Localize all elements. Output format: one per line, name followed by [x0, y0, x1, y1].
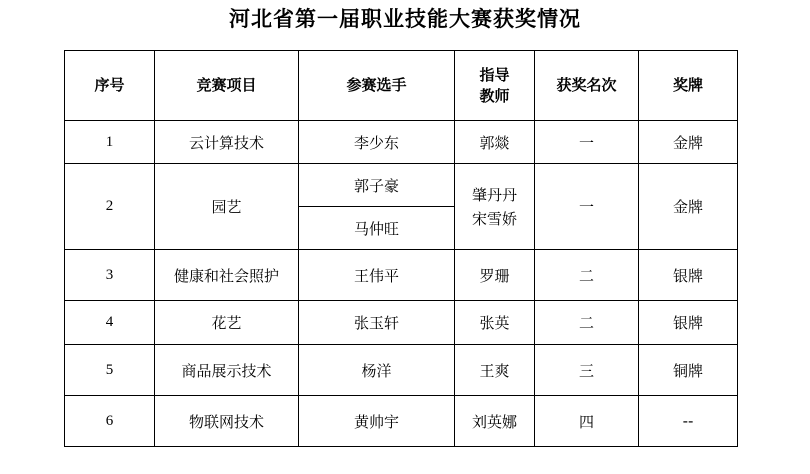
row-event: 花艺	[155, 301, 299, 345]
row-coach: 张英	[455, 301, 535, 345]
row-event: 商品展示技术	[155, 345, 299, 396]
header-coach-label: 指导教师	[479, 65, 510, 105]
row-athlete: 马仲旺	[299, 207, 455, 250]
row-no: 1	[65, 121, 155, 164]
row-athlete: 黄帅宇	[299, 396, 455, 447]
table-row	[65, 396, 738, 447]
header-row	[65, 51, 738, 121]
row-medal: 银牌	[639, 301, 738, 345]
table-row	[65, 301, 738, 345]
header-rank: 获奖名次	[535, 51, 639, 121]
row-rank: 一	[535, 164, 639, 250]
coach-name: 肇丹丹	[471, 185, 517, 204]
row-rank: 二	[535, 301, 639, 345]
row-event: 健康和社会照护	[155, 250, 299, 301]
header-event: 竞赛项目	[155, 51, 299, 121]
row-event: 物联网技术	[155, 396, 299, 447]
row-athlete: 王伟平	[299, 250, 455, 301]
row-event: 园艺	[155, 164, 299, 250]
row-athlete: 杨洋	[299, 345, 455, 396]
table-row	[65, 164, 738, 207]
row-coach: 罗珊	[455, 250, 535, 301]
document-title: 河北省第一届职业技能大赛获奖情况	[229, 6, 581, 31]
row-coach: 郭燚	[455, 121, 535, 164]
row-no: 5	[65, 345, 155, 396]
row-athlete: 郭子豪	[299, 164, 455, 207]
row-event: 云计算技术	[155, 121, 299, 164]
row-rank: 二	[535, 250, 639, 301]
row-rank: 一	[535, 121, 639, 164]
row-medal: 金牌	[639, 164, 738, 250]
row-athlete: 李少东	[299, 121, 455, 164]
row-coach	[455, 164, 535, 250]
row-no: 2	[65, 164, 155, 250]
header-medal: 奖牌	[639, 51, 738, 121]
row-medal: 铜牌	[639, 345, 738, 396]
row-coach: 刘英娜	[455, 396, 535, 447]
row-medal: 银牌	[639, 250, 738, 301]
row-medal: --	[639, 396, 738, 447]
table-row	[65, 345, 738, 396]
row-no: 3	[65, 250, 155, 301]
row-no: 6	[65, 396, 155, 447]
coach-name: 宋雪娇	[471, 209, 517, 228]
table-row	[65, 121, 738, 164]
row-medal: 金牌	[639, 121, 738, 164]
row-no: 4	[65, 301, 155, 345]
header-no: 序号	[65, 51, 155, 121]
row-athlete: 张玉轩	[299, 301, 455, 345]
header-coach	[455, 51, 535, 121]
row-rank: 四	[535, 396, 639, 447]
row-coach: 王爽	[455, 345, 535, 396]
table-row	[65, 250, 738, 301]
header-athlete: 参赛选手	[299, 51, 455, 121]
awards-table	[64, 50, 738, 447]
row-rank: 三	[535, 345, 639, 396]
